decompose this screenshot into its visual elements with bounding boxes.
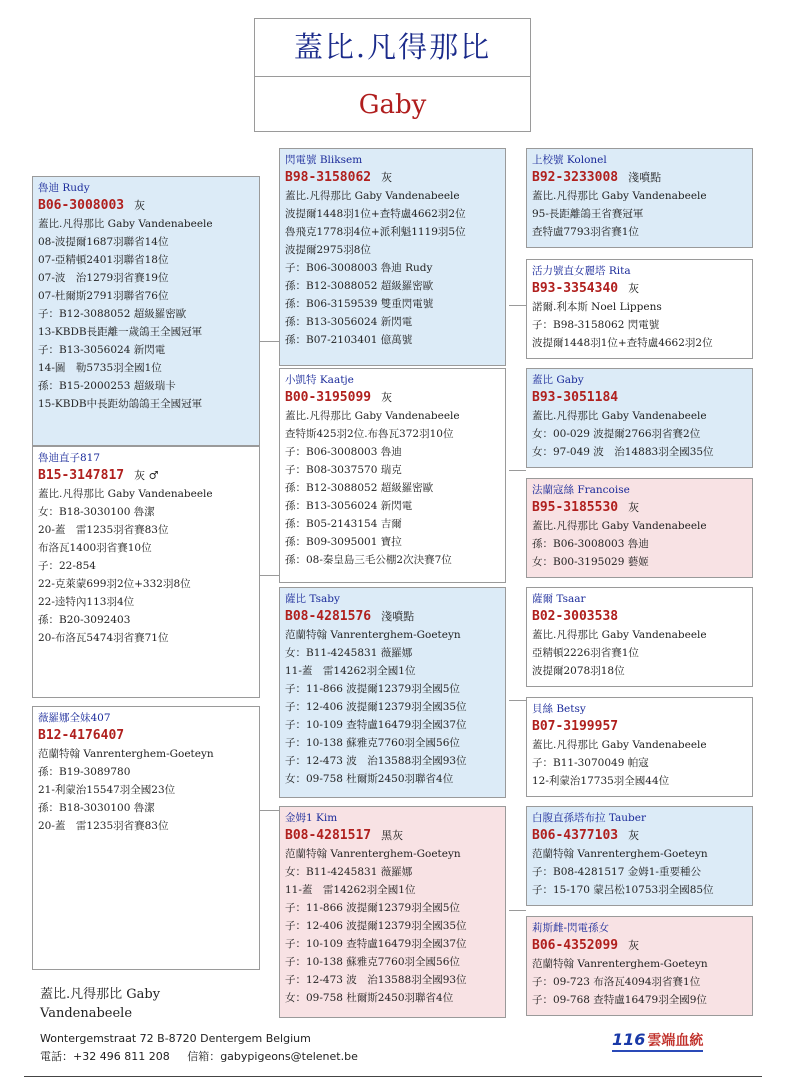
pigeon-box-dam [32, 706, 260, 970]
connector [259, 575, 280, 576]
pedigree-lines [285, 187, 500, 349]
pedigree-line: 95-長距離鴿王省賽冠軍 [532, 208, 644, 220]
pedigree-line: 波提爾2975羽8位 [285, 244, 371, 256]
pigeon-name: 活力號直女麗塔 Rita [532, 265, 631, 277]
pedigree-line: 子：B98-3158062 閃電號 [532, 319, 660, 331]
pigeon-name: 法蘭寇絲 Francoise [532, 484, 630, 496]
pedigree-line: 子：22-854 [38, 560, 96, 572]
pedigree-line: 07-波 治1279羽省賽19位 [38, 272, 169, 284]
ring-number: B92-3233008 [532, 170, 619, 185]
pedigree-line: 布洛瓦1400羽省賽10位 [38, 542, 152, 554]
pigeon-box-subject [32, 446, 260, 698]
pigeon-box-grandsire [279, 148, 506, 366]
ring-number: B15-3147817 [38, 468, 125, 483]
pigeon-name: 薇羅娜全妹407 [38, 712, 111, 724]
ring-number: B00-3195099 [285, 390, 372, 405]
pigeon-name: 白腹直孫塔布拉 Tauber [532, 812, 647, 824]
pedigree-lines [532, 955, 747, 1009]
pedigree-line: 蓋比.凡得那比 Gaby Vandenabeele [285, 190, 460, 202]
pedigree-lines [532, 845, 747, 899]
pedigree-line: 諾爾.利本斯 Noel Lippens [532, 301, 662, 313]
brand-logo [612, 1030, 703, 1050]
pedigree-lines [532, 626, 747, 680]
pedigree-line: 20-蓋 雷1235羽省賽83位 [38, 820, 169, 832]
pedigree-line: 孫：B12-3088052 超級羅密歐 [285, 482, 434, 494]
bottom-rule [24, 1076, 762, 1077]
pigeon-color: 灰 ♂ [134, 469, 159, 482]
pedigree-line: 孫：08-秦皇島三毛公棚2次決賽7位 [285, 554, 452, 566]
connector [509, 700, 526, 701]
ring-number: B06-4377103 [532, 828, 619, 843]
ring-number: B08-4281576 [285, 609, 372, 624]
logo-number: 116 [612, 1030, 646, 1049]
pedigree-line: 子：12-406 波提爾12379羽全國35位 [285, 701, 467, 713]
logo-underline [612, 1050, 703, 1052]
pedigree-lines [38, 215, 254, 413]
pedigree-line: 女：97-049 波 治14883羽全國35位 [532, 446, 714, 458]
owner-name-line2: Vandenabeele [40, 1006, 133, 1021]
pedigree-line: 20-蓋 雷1235羽省賽83位 [38, 524, 169, 536]
pedigree-line: 查特盧7793羽省賽1位 [532, 226, 639, 238]
pedigree-line: 孫：B20-3092403 [38, 614, 131, 626]
pedigree-line: 蓋比.凡得那比 Gaby Vandenabeele [38, 488, 213, 500]
pedigree-line: 11-蓋 雷14262羽全國1位 [285, 884, 416, 896]
pigeon-box-ggsire-3 [526, 587, 753, 687]
pedigree-line: 孫：B12-3088052 超級羅密歐 [285, 280, 434, 292]
title-chinese: 蓋比.凡得那比 [255, 19, 530, 77]
pedigree-line: 蓋比.凡得那比 Gaby Vandenabeele [532, 629, 707, 641]
pedigree-line: 子：12-473 波 治13588羽全國93位 [285, 974, 467, 986]
ring-number: B93-3051184 [532, 390, 619, 405]
pigeon-color: 灰 [628, 282, 640, 295]
pedigree-line: 子：12-406 波提爾12379羽全國35位 [285, 920, 467, 932]
pedigree-line: 子：B06-3008003 魯迪 [285, 446, 402, 458]
pedigree-line: 蓋比.凡得那比 Gaby Vandenabeele [38, 218, 213, 230]
pedigree-lines [38, 485, 254, 647]
pedigree-line: 孫：B06-3159539 雙重閃電號 [285, 298, 434, 310]
pedigree-line: 女：B11-4245831 薇羅娜 [285, 866, 413, 878]
phone-number: +32 496 811 208 [73, 1050, 170, 1063]
pedigree-lines [532, 298, 747, 352]
pedigree-lines [285, 626, 500, 788]
pedigree-line: 孫：B15-2000253 超級瑞卡 [38, 380, 176, 392]
pedigree-line: 蓋比.凡得那比 Gaby Vandenabeele [532, 739, 707, 751]
pigeon-name: 魯迪 Rudy [38, 182, 90, 194]
pedigree-line: 孫：B07-2103401 億萬號 [285, 334, 413, 346]
pedigree-lines [532, 187, 747, 241]
pigeon-color: 灰 [628, 501, 640, 514]
pedigree-line: 22-逵特內113羽4位 [38, 596, 135, 608]
pedigree-line: 孫：B13-3056024 新閃電 [285, 500, 413, 512]
owner-name: 蓋比.凡得那比 Gaby [40, 987, 161, 1002]
pedigree-line: 波提爾1448羽1位+查特盧4662羽2位 [285, 208, 466, 220]
pedigree-line: 波提爾2078羽18位 [532, 665, 625, 677]
pigeon-color: 灰 [628, 829, 640, 842]
pigeon-name: 貝絲 Betsy [532, 703, 586, 715]
pigeon-box-ggsire-2 [526, 368, 753, 468]
pigeon-name: 薩比 Tsaby [285, 593, 340, 605]
pedigree-line: 蓋比.凡得那比 Gaby Vandenabeele [532, 520, 707, 532]
pigeon-color: 灰 [381, 171, 393, 184]
pedigree-line: 范蘭特翰 Vanrenterghem-Goeteyn [285, 848, 461, 860]
pigeon-name: 閃電號 Bliksem [285, 154, 363, 166]
ring-number: B93-3354340 [532, 281, 619, 296]
pedigree-line: 范蘭特翰 Vanrenterghem-Goeteyn [532, 848, 708, 860]
ring-number: B95-3185530 [532, 500, 619, 515]
pedigree-line: 子：B08-4281517 金姆1-重要種公 [532, 866, 701, 878]
pedigree-line: 子：B06-3008003 魯迪 Rudy [285, 262, 433, 274]
ring-number: B02-3003538 [532, 609, 619, 624]
pedigree-line: 子：10-138 蘇雅克7760羽全國56位 [285, 737, 460, 749]
contact-block [40, 1030, 358, 1066]
pedigree-line: 蓋比.凡得那比 Gaby Vandenabeele [285, 410, 460, 422]
pedigree-line: 15-KBDB中長距幼鴿鴿王全國冠軍 [38, 398, 203, 410]
pigeon-name: 莉斯雌-閃電孫女 [532, 922, 610, 934]
pigeon-box-granddam-2 [279, 806, 506, 1018]
pedigree-line: 13-KBDB長距離一歲鴿王全國冠軍 [38, 326, 203, 338]
pedigree-lines [532, 407, 747, 461]
pedigree-line: 孫：B05-2143154 吉爾 [285, 518, 402, 530]
pedigree-line: 子：11-866 波提爾12379羽全國5位 [285, 683, 460, 695]
title-english: Gaby [358, 90, 427, 120]
pedigree-line: 蓋比.凡得那比 Gaby Vandenabeele [532, 410, 707, 422]
pedigree-line: 子：15-170 蒙呂松10753羽全國85位 [532, 884, 714, 896]
logo-text: 雲端血統 [647, 1033, 704, 1049]
pedigree-line: 22-克萊蒙699羽2位+332羽8位 [38, 578, 191, 590]
pigeon-box-sire [32, 176, 260, 446]
connector [509, 910, 526, 911]
pedigree-lines [285, 845, 500, 1007]
pigeon-color: 黑灰 [381, 829, 404, 842]
ring-number: B12-4176407 [38, 728, 125, 743]
email-label: 信箱： [187, 1050, 221, 1063]
pedigree-line: 07-亞精頓2401羽聯省18位 [38, 254, 169, 266]
pedigree-line: 子：B13-3056024 新閃電 [38, 344, 166, 356]
connector [509, 305, 526, 306]
pedigree-line: 孫：B06-3008003 魯迪 [532, 538, 649, 550]
title-box [254, 18, 531, 132]
pedigree-line: 女：B00-3195029 藝姬 [532, 556, 649, 568]
pigeon-name: 小凱特 Kaatje [285, 374, 354, 386]
pigeon-name: 魯迪直子817 [38, 452, 101, 464]
phone-label: 電話： [40, 1050, 73, 1063]
pedigree-line: 范蘭特翰 Vanrenterghem-Goeteyn [285, 629, 461, 641]
pedigree-line: 20-布洛瓦5474羽省賽71位 [38, 632, 169, 644]
pigeon-box-granddam [279, 368, 506, 583]
pigeon-color: 淺噴點 [628, 171, 662, 184]
pedigree-lines [38, 745, 254, 835]
pigeon-box-ggdam-3 [526, 697, 753, 797]
pedigree-line: 亞精頓2226羽省賽1位 [532, 647, 639, 659]
pedigree-line: 21-利蒙治15547羽全國23位 [38, 784, 176, 796]
pedigree-line: 07-杜爾斯2791羽聯省76位 [38, 290, 169, 302]
pedigree-line: 08-波提爾1687羽聯省14位 [38, 236, 169, 248]
pedigree-line: 子：12-473 波 治13588羽全國93位 [285, 755, 467, 767]
pigeon-color: 灰 [381, 391, 393, 404]
pedigree-line: 蓋比.凡得那比 Gaby Vandenabeele [532, 190, 707, 202]
connector [259, 810, 280, 811]
pedigree-line: 女：09-758 杜爾斯2450羽聯省4位 [285, 992, 454, 1004]
pedigree-line: 子：B11-3070049 帕寇 [532, 757, 649, 769]
pedigree-lines [532, 517, 747, 571]
pigeon-name: 上校號 Kolonel [532, 154, 607, 166]
pedigree-line: 14-圖 勒5735羽全國1位 [38, 362, 162, 374]
pedigree-line: 12-利蒙治17735羽全國44位 [532, 775, 670, 787]
pedigree-line: 子：B12-3088052 超級羅密歐 [38, 308, 187, 320]
ring-number: B98-3158062 [285, 170, 372, 185]
pigeon-box-ggsire-4 [526, 806, 753, 906]
pedigree-line: 子：09-768 查特盧16479羽全國9位 [532, 994, 707, 1006]
pedigree-lines [532, 736, 747, 790]
pedigree-line: 女：00-029 波提爾2766羽省賽2位 [532, 428, 701, 440]
pedigree-line: 子：10-138 蘇雅克7760羽全國56位 [285, 956, 460, 968]
pedigree-line: 孫：B19-3089780 [38, 766, 131, 778]
pigeon-box-ggsire-1 [526, 148, 753, 248]
ring-number: B08-4281517 [285, 828, 372, 843]
pigeon-color: 灰 [134, 199, 146, 212]
pigeon-box-ggdam-2 [526, 478, 753, 578]
pedigree-line: 女：B11-4245831 薇羅娜 [285, 647, 413, 659]
pedigree-line: 魯飛克1778羽4位+派利魁1119羽5位 [285, 226, 466, 238]
pedigree-line: 女：09-758 杜爾斯2450羽聯省4位 [285, 773, 454, 785]
connector [259, 341, 280, 342]
pedigree-line: 孫：B18-3030100 魯潔 [38, 802, 155, 814]
pedigree-line: 范蘭特翰 Vanrenterghem-Goeteyn [38, 748, 214, 760]
pedigree-line: 范蘭特翰 Vanrenterghem-Goeteyn [532, 958, 708, 970]
owner-name-block [40, 985, 160, 1023]
pedigree-line: 孫：B09-3095001 寶拉 [285, 536, 402, 548]
pedigree-line: 查特斯425羽2位.布魯瓦372羽10位 [285, 428, 454, 440]
pedigree-line: 子：B08-3037570 瑞克 [285, 464, 402, 476]
pedigree-line: 子：11-866 波提爾12379羽全國5位 [285, 902, 460, 914]
pigeon-color: 淺噴點 [381, 610, 415, 623]
pigeon-name: 金姆1 Kim [285, 812, 338, 824]
pigeon-box-grandsire-2 [279, 587, 506, 798]
pedigree-line: 子：10-109 查特盧16479羽全國37位 [285, 719, 467, 731]
address: Wontergemstraat 72 B-8720 Dentergem Belgium [40, 1032, 311, 1045]
ring-number: B06-4352099 [532, 938, 619, 953]
pedigree-line: 11-蓋 雷14262羽全國1位 [285, 665, 416, 677]
email-address: gabypigeons@telenet.be [220, 1050, 358, 1063]
pedigree-line: 波提爾1448羽1位+查特盧4662羽2位 [532, 337, 713, 349]
pedigree-line: 子：09-723 布洛瓦4094羽省賽1位 [532, 976, 701, 988]
ring-number: B07-3199957 [532, 719, 619, 734]
pigeon-name: 薩爾 Tsaar [532, 593, 586, 605]
pedigree-lines [285, 407, 500, 569]
pigeon-box-ggdam-1 [526, 259, 753, 359]
pigeon-color: 灰 [628, 939, 640, 952]
pedigree-line: 子：10-109 查特盧16479羽全國37位 [285, 938, 467, 950]
pigeon-name: 蓋比 Gaby [532, 374, 584, 386]
pedigree-line: 女：B18-3030100 魯潔 [38, 506, 155, 518]
connector [509, 470, 526, 471]
ring-number: B06-3008003 [38, 198, 125, 213]
pigeon-box-ggdam-4 [526, 916, 753, 1016]
pedigree-line: 孫：B13-3056024 新閃電 [285, 316, 413, 328]
